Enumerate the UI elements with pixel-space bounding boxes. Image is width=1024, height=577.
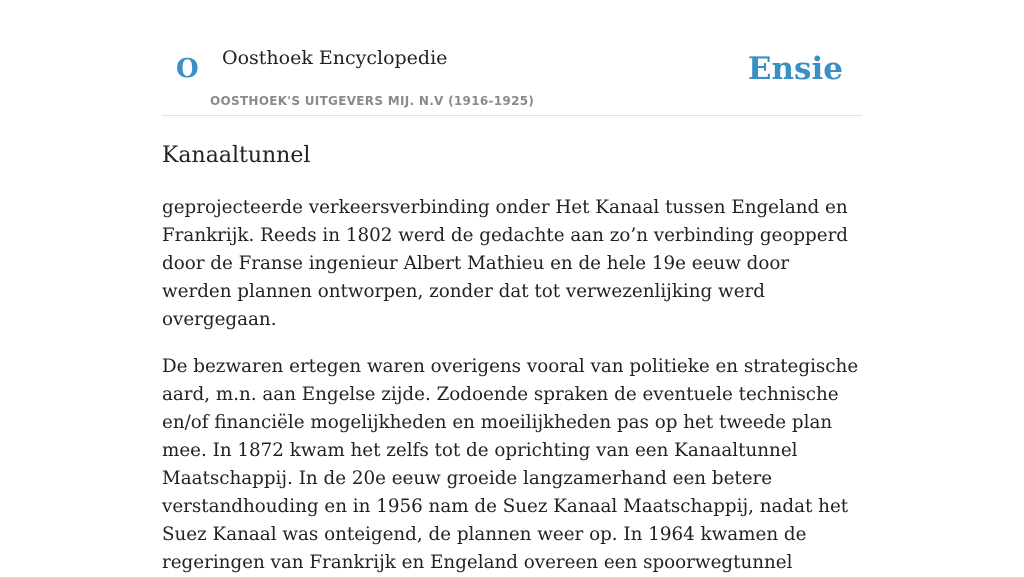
book-logo-initial[interactable]: O: [176, 54, 199, 84]
encyclopedia-page: [162, 0, 862, 573]
publisher-label: OOSTHOEK'S UITGEVERS MIJ. N.V (1916-1925): [210, 94, 535, 108]
entry-paragraph: geprojecteerde verkeersverbinding onder Het Kanaal tussen Engeland en Frankrijk. Reeds in 1802 werd de gedachte aan zo’n verbinding geopperd door de Franse ingenieur Albert Mathieu en de hele 19e eeuw door werden plannen ontworpen, zonder dat tot verwezenlijking werd overgegaan.: [162, 197, 849, 330]
book-title[interactable]: Oosthoek Encyclopedie: [222, 47, 448, 69]
page-header: [162, 0, 862, 116]
entry-paragraph: De bezwaren ertegen waren overigens vooral van politieke en strategische aard, m.n. aan Engelse zijde. Zodoende spraken de eventuele technische en/of financiële mogelijkheden en moeilijkheden pas op het tweede plan mee. In 1872 kwam het zelfs tot de oprichting van een Kanaaltunnel Maatschappij. In de 20e eeuw groeide langzamerhand een betere verstandhouding en in 1956 nam de Suez Kanaal Maatschappij, nadat het Suez Kanaal was onteigend, de plannen weer op. In 1964 kwamen de regeringen van Frankrijk en Engeland overeen een spoorwegtunnel: [162, 356, 859, 573]
ensie-logo-link[interactable]: Ensie: [747, 51, 843, 87]
entry-title: Kanaaltunnel: [162, 143, 311, 168]
entry-body: [162, 194, 862, 577]
